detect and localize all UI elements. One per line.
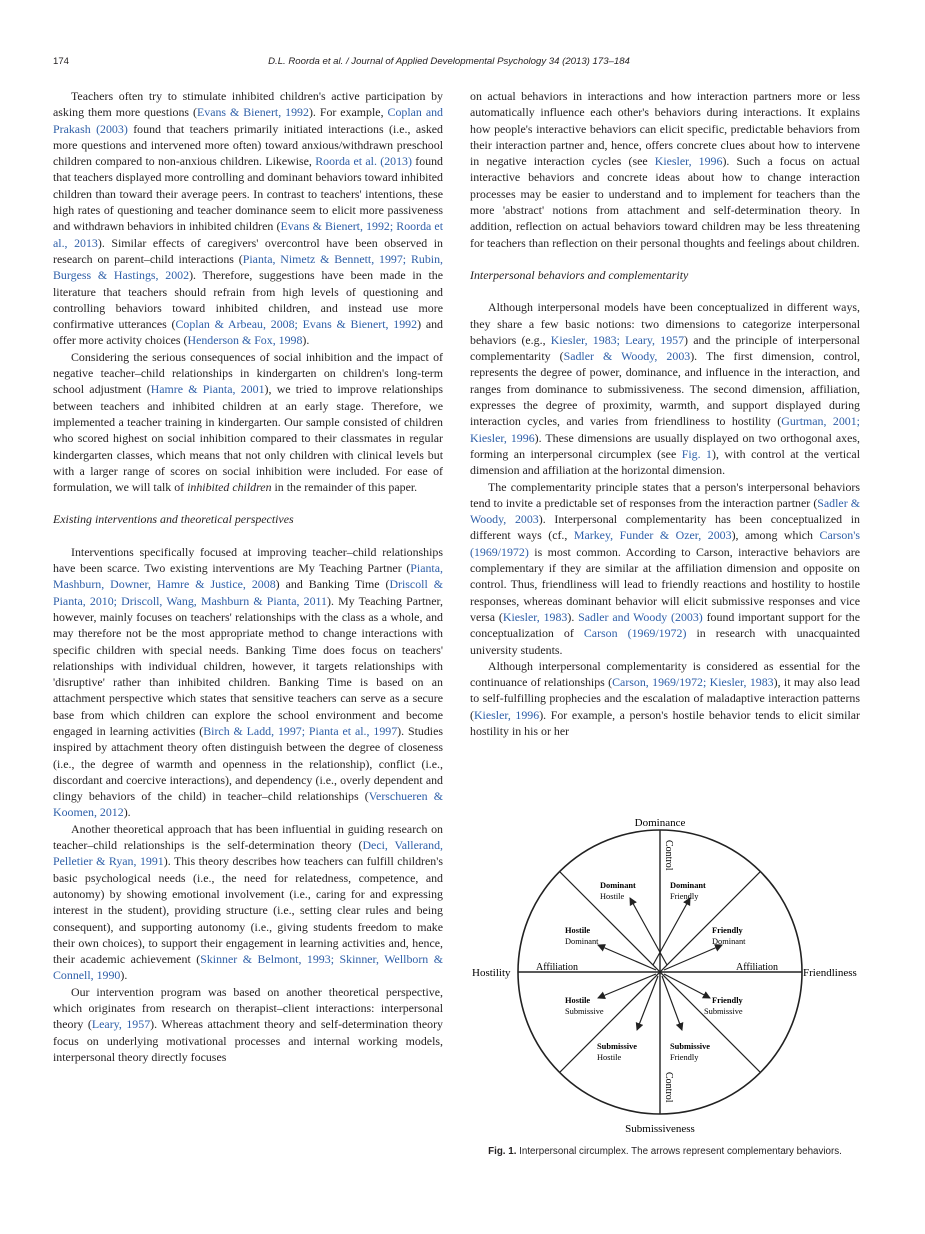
citation-link[interactable]: Sadler & Woody, 2003 [563,349,691,364]
complementary-arrow [653,898,690,965]
sector-label: Submissive [670,1042,711,1051]
citation-link[interactable]: Evans & Bienert, 1992 [196,105,309,120]
citation-link[interactable]: Evans & Bienert, 1992; Roorda et al., 2013 [53,219,444,250]
axis-label-affiliation: Affiliation [736,962,779,973]
citation-link[interactable]: Kiesler, 1996 [654,154,723,169]
figure-caption-label: Fig. 1. [488,1146,517,1157]
paragraph: The complementarity principle states that a person's interpersonal behaviors tend to invite a predictable set of responses from the interaction partner (Sadler & Woody, 2003). Interpersonal complementarity has been conceptualized in different ways (cf., Markey, Funder & Ozer, 2003), among which Carson's (1969/1972) is most common. According to Carson, interactive behaviors are complementary if they are similar at the affiliation dimension and opposite on control. Thus, friendliness will lead to friendly reactions and hostility to hostile responses, whereas dominant behavior will elicit submissive responses and vice versa (Kiesler, 1983). Sadler and Woody (2003) found important support for the conceptualization of Carson (1969/1972) in research with unacquainted university students. [470,479,860,657]
sector-label: Dominant [670,881,706,890]
citation-link[interactable]: Markey, Funder & Ozer, 2003 [573,528,732,543]
sector-label: Friendly [670,892,699,901]
citation-link[interactable]: Pianta, Mashburn, Downer, Hamre & Justice, 2008 [53,561,443,592]
paragraph: Teachers often try to stimulate inhibited children's active participation by asking them more questions (Evans & Bienert, 1992). For example, Coplan and Prakash (2003) found that teachers primarily initiated interactions (i.e., asked more questions and intervened more often) toward anxious/withdrawn preschool children compared to non-anxious children. Likewise, Roorda et al. (2013) found that teachers displayed more controlling and dominant behaviors toward inhibited children than toward their average peers. In contrast to teachers' intentions, these high rates of questioning and teacher dominance seem to elicit more passiveness and withdrawn behaviors in inhibited children (Evans & Bienert, 1992; Roorda et al., 2013). Similar effects of caregivers' overcontrol have been observed in research on parent–child interactions (Pianta, Nimetz & Bennett, 1997; Rubin, Burgess & Hastings, 2002). Therefore, suggestions have been made in the literature that teachers should refrain from high levels of questioning and controlling behaviors toward inhibited children, and instead use more confirmative utterances (Coplan & Arbeau, 2008; Evans & Bienert, 1992) and offer more activity choices (Henderson & Fox, 1998). [53,89,444,348]
circumplex-diagram [470,810,860,1140]
page-number: 174 [53,56,70,67]
sector-label: Dominant [600,881,636,890]
sector-label: Submissive [565,1007,604,1016]
citation-link[interactable]: Birch & Ladd, 1997; Pianta et al., 1997 [203,723,398,738]
left-column [53,88,443,1065]
sector-label: Hostile [565,996,591,1005]
figure-caption [470,1146,860,1157]
citation-link[interactable]: Sadler and Woody (2003) [578,609,703,624]
sector-label: Dominant [565,937,599,946]
paragraph: on actual behaviors in interactions and how interaction partners more or less automatically influence each other's behaviors during interactions. It explains how people's interactive behaviors can elicit specific, predictable behaviors from their interaction partner and, hence, offers concrete clues about how to intervene in negative interaction cycles (see Kiesler, 1996). Such a focus on actual interactive behaviors and concrete ideas about how to change interaction processes may be easier to understand and to implement for teachers than the more 'abstract' notions from attachment and self-determination theory. In addition, reflection on actual behaviors toward children may be less threatening for teachers than reflection on their personal thoughts and feelings about children. [470,89,860,250]
citation-link[interactable]: Verschueren & Koomen, 2012 [53,789,443,820]
citation-link[interactable]: Carson (1969/1972) [583,626,687,641]
citation-link[interactable]: Gurtman, 2001; Kiesler, 1996 [470,414,860,445]
complementary-arrow [598,945,656,970]
pole-label-hostility: Hostility [472,967,511,979]
sector-label: Friendly [670,1053,699,1062]
pole-label-dominance: Dominance [634,817,686,829]
circumplex-figure [470,810,860,1140]
citation-link[interactable]: Driscoll & Pianta, 2010; Driscoll, Wang, Mashburn & Pianta, 2011 [53,577,443,608]
citation-link[interactable]: Coplan and Prakash (2003) [53,105,444,136]
citation-link[interactable]: Carson's (1969/1972) [470,528,860,559]
citation-link[interactable]: Deci, Vallerand, Pelletier & Ryan, 1991 [53,838,443,869]
pole-label-submissiveness: Submissiveness [625,1123,695,1135]
citation-link[interactable]: Coplan & Arbeau, 2008; Evans & Bienert, 1992 [175,317,418,332]
sector-label: Submissive [704,1007,743,1016]
paragraph: Another theoretical approach that has been influential in guiding research on teacher–child relationships is the self-determination theory (Deci, Vallerand, Pelletier & Ryan, 1991). This theory describes how teachers can fulfill children's basic psychological needs (i.e., the need for relatedness, competence, and autonomy) by showing emotional involvement (i.e., caring for and expressing interest in the student), providing structure (i.e., setting clear rules and being consequent), and supporting autonomy (i.e., giving students freedom to make their own choices), to support their engagement in learning activities and, hence, their academic achievement (Skinner & Belmont, 1993; Skinner, Wellborn & Connell, 1990). [53,821,443,983]
complementary-arrow [630,898,667,965]
sector-label: Hostile [600,892,625,901]
section-heading: Interpersonal behaviors and complementarity [470,267,689,282]
complementary-arrow [664,945,722,970]
citation-link[interactable]: Sadler & Woody, 2003 [470,495,860,527]
citation-link[interactable]: Leary, 1957 [91,1017,151,1032]
running-title: D.L. Roorda et al. / Journal of Applied Developmental Psychology 34 (2013) 173–184 [268,56,630,67]
section-heading: Existing interventions and theoretical perspectives [53,512,294,527]
sector-label: Friendly [712,996,743,1005]
running-header [53,56,845,72]
citation-link[interactable]: Roorda et al. (2013) [315,154,412,169]
paragraph: Considering the serious consequences of social inhibition and the impact of negative teacher–child relationships in kindergarten on children's long-term school adjustment (Hamre & Pianta, 2001), we tried to improve relationships between teachers and inhibited children at an early stage. Therefore, we implemented a teacher training in kindergarten. Our sample consisted of children who scored highest on social inhibition compared to their classmates in regular kindergarten classes, which means that not only children with clinical levels but with a larger range of scores on social inhibition were included. For ease of formulation, we will talk of inhibited children in the remainder of this paper. [53,349,443,495]
sector-label: Submissive [597,1042,638,1051]
citation-link[interactable]: Kiesler, 1983 [502,609,568,624]
pole-label-friendliness: Friendliness [803,967,857,979]
paragraph: Our intervention program was based on another theoretical perspective, which originates from research on therapist–client interactions: interpersonal theory (Leary, 1957). Whereas attachment theory and self-determination theory focus on underlying motivational processes and internal working models, interpersonal theory directly focuses [53,984,444,1064]
citation-link[interactable]: Kiesler, 1983; Leary, 1957 [550,332,685,347]
paragraph: Interventions specifically focused at improving teacher–child relationships have been scarce. Two existing interventions are My Teaching Partner (Pianta, Mashburn, Downer, Hamre & Justice, 2008) and Banking Time (Driscoll & Pianta, 2010; Driscoll, Wang, Mashburn & Pianta, 2011). My Teaching Partner, however, mainly focuses on teachers' relationships with the class as a whole, and may therefore not be the most appropriate method to change interactions with specific children with special needs. Banking Time does focus on teachers' relationships with individual children, however, it targets relationships with 'disruptive' rather than inhibited children. Banking Time is based on an attachment perspective which states that sensitive teachers can serve as a secure base from which children can explore the school environment and become engaged in learning activities (Birch & Ladd, 1997; Pianta et al., 1997). Studies inspired by attachment theory often distinguish between the degree of closeness (i.e., the degree of warmth and openness in the relationship), conflict (i.e., discordant and coercive interactions), and dependency (i.e., overly dependent and clingy behaviors of the child) in teacher–child relationships (Verschueren & Koomen, 2012). [53,544,444,820]
sector-label: Hostile [597,1053,622,1062]
citation-link[interactable]: Carson, 1969/1972; Kiesler, 1983 [612,675,774,690]
complementary-arrow [664,974,710,998]
axis-label-control: Control [663,1072,674,1103]
complementary-arrow [598,974,656,998]
sector-label: Friendly [712,926,743,935]
citation-link[interactable]: Henderson & Fox, 1998 [187,333,303,348]
figure-link[interactable]: Fig. 1 [681,446,712,461]
sector-label: Dominant [712,937,746,946]
citation-link[interactable]: Hamre & Pianta, 2001 [150,382,265,397]
citation-link[interactable]: Skinner & Belmont, 1993; Skinner, Wellborn & Connell, 1990 [53,952,443,983]
citation-link[interactable]: Pianta, Nimetz & Bennett, 1997; Rubin, Burgess & Hastings, 2002 [53,251,444,283]
sector-label: Hostile [565,926,591,935]
paragraph: Although interpersonal complementarity is considered as essential for the continuance of relationships (Carson, 1969/1972; Kiesler, 1983), it may also lead to self-fulfilling prophecies and the escalation of maladaptive interaction patterns (Kiesler, 1996). For example, a person's hostile behavior tends to elicit similar hostility in his or her [470,658,861,738]
figure-caption-text: Interpersonal circumplex. The arrows represent complementary behaviors. [519,1146,842,1157]
citation-link[interactable]: Kiesler, 1996 [473,707,540,722]
paragraph: Although interpersonal models have been conceptualized in different ways, they share a few basic notions: two dimensions to categorize interpersonal behaviors (e.g., Kiesler, 1983; Leary, 1957) and the principle of interpersonal complementarity (Sadler & Woody, 2003). The first dimension, control, represents the degree of power, dominance, and influence in the interaction, and ranges from dominance to submissiveness. The second dimension, affiliation, expresses the degree of proximity, warmth, and support displayed during interaction cycles, and varies from friendliness to hostility (Gurtman, 2001; Kiesler, 1996). These dimensions are usually displayed on two orthogonal axes, forming an interpersonal circumplex (see Fig. 1), with control at the vertical dimension and affiliation at the horizontal dimension. [470,300,861,478]
right-column [470,88,860,739]
axis-label-affiliation: Affiliation [536,962,579,973]
axis-label-control: Control [663,840,674,871]
